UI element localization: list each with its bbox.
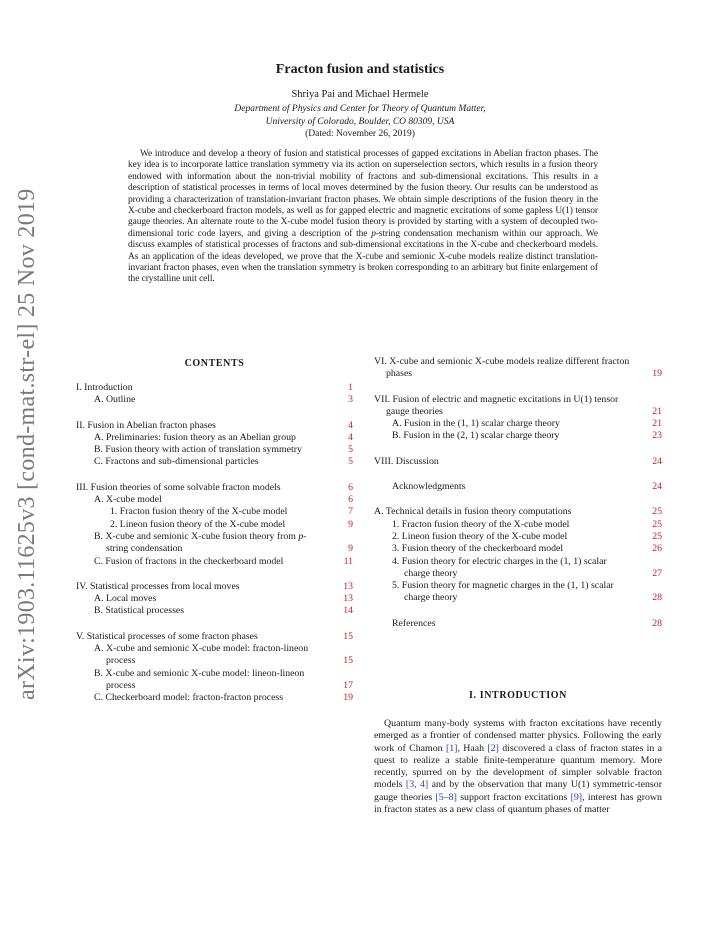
toc-entry-title: 3. Fusion theory of the checkerboard model — [392, 543, 564, 555]
abstract-p-italic: p — [371, 228, 376, 239]
toc-entry[interactable] — [76, 668, 353, 693]
toc-entry[interactable] — [76, 420, 353, 432]
toc-page-number[interactable]: 9 — [348, 543, 353, 555]
intro-text: , Haah — [457, 742, 488, 754]
toc-entry[interactable] — [76, 456, 353, 468]
toc-entry[interactable] — [374, 394, 662, 419]
toc-entry[interactable] — [374, 418, 662, 430]
toc-entry[interactable] — [76, 444, 353, 456]
intro-text: , interest has grown in fracton states as a new class of quantum phases of matter — [374, 791, 662, 816]
toc-entry[interactable] — [374, 556, 662, 581]
toc-entry-title: A. Technical details in fusion theory computations — [374, 506, 572, 518]
toc-page-number[interactable]: 25 — [652, 530, 662, 542]
toc-entry-title: Acknowledgments — [392, 481, 466, 493]
toc-entry[interactable] — [76, 531, 353, 556]
citation-link[interactable]: [2] — [487, 742, 499, 754]
toc-page-number[interactable]: 6 — [348, 481, 353, 493]
toc-page-number[interactable]: 11 — [343, 555, 353, 567]
abstract-text-1: We introduce and develop a theory of fusion and statistical processes of gapped excitations in Abelian fracton phases. The key idea is to incorporate lattice translation symmetry via its action on superselection sectors, which results in a fusion theory endowed with information about the non-trivial mobility of fractons and sub-dimensional excitations. This results in a description of statistical processes in terms of local moves determined by the fusion theory. Our results can be understood as providing a characterization of translation-invariant fracton phases. We obtain simple descriptions of the fusion theory in the X-cube and checkerboard fracton models, as well as for gapped electric and magnetic excitations of some gapless U(1) tensor gauge theories. An alternate route to the X-cube model fusion theory is provided by starting with a system of decoupled two-dimensional toric code layers, and giving a description of the — [128, 149, 598, 239]
toc-entry-title: 4. Fusion theory for electric charges in the (1, 1) scalar charge theory — [392, 555, 607, 579]
citation-link[interactable]: [3, 4] — [405, 779, 429, 791]
introduction-heading: I. INTRODUCTION — [469, 690, 567, 701]
contents-heading: CONTENTS — [184, 358, 245, 369]
intro-text: support fracton excitations — [456, 791, 571, 803]
toc-entry-title: A. Preliminaries: fusion theory as an Abelian group — [94, 431, 296, 443]
toc-entry-title: A. Outline — [94, 394, 136, 406]
toc-entry-title: B. Fusion theory with action of translation symmetry — [94, 444, 302, 456]
toc-entry-title: V. Statistical processes of some fracton phases — [76, 630, 258, 642]
abstract-text-2: -string condensation mechanism within our approach. We discuss examples of statistical processes of fractons and sub-dimensional excitations in the X-cube and checkerboard models. As an application of the ideas developed, we prove that the X-cube and semionic X-cube models realize distinct translation-invariant fracton phases, even when the translation symmetry is broken corresponding to an arbitrary but finite enlargement of the crystalline unit cell. — [128, 228, 599, 285]
toc-page-number[interactable]: 3 — [348, 394, 353, 406]
toc-page-number[interactable]: 15 — [343, 655, 353, 667]
toc-page-number[interactable]: 25 — [652, 506, 662, 518]
toc-entry[interactable] — [374, 506, 662, 518]
toc-entry[interactable] — [374, 618, 662, 630]
arxiv-identifier: arXiv:1903.11625v3 [cond-mat.str-el] 25 Nov 2019 — [14, 188, 40, 700]
toc-gap — [76, 407, 353, 420]
toc-entry-title: C. Fusion of fractons in the checkerboard model — [94, 555, 284, 567]
toc-entry-title: III. Fusion theories of some solvable fracton models — [76, 481, 281, 493]
citation-link[interactable]: [9] — [570, 791, 583, 803]
toc-entry[interactable] — [76, 631, 353, 643]
toc-entry-title: 2. Lineon fusion theory of the X-cube model — [392, 530, 568, 542]
toc-page-number[interactable]: 21 — [652, 418, 662, 430]
toc-entry[interactable] — [76, 382, 353, 394]
toc-page-number[interactable]: 27 — [652, 567, 662, 579]
toc-page-number[interactable]: 23 — [652, 430, 662, 442]
toc-entry-title: II. Fusion in Abelian fracton phases — [76, 419, 216, 431]
intro-text: Quantum many-body systems with fracton excitations have recently emerged as a frontier of condensed matter physics. Following the early work of Chamon — [374, 718, 662, 754]
abstract — [128, 149, 598, 286]
intro-text: discovered a class of fracton states in a quest to realize a stable finite-temperature quantum memory. More recently, spurred on by the development of simpler solvable fracton models — [374, 742, 663, 791]
toc-page-number[interactable]: 6 — [348, 494, 353, 506]
toc-gap — [374, 443, 662, 456]
paper-title: Fracton fusion and statistics — [275, 62, 445, 77]
toc-entry[interactable] — [374, 456, 662, 468]
toc-entry[interactable] — [76, 643, 353, 668]
toc-entry[interactable] — [76, 506, 353, 518]
toc-page-number[interactable]: 5 — [348, 444, 353, 456]
citation-link[interactable]: [5–8] — [435, 791, 457, 803]
toc-entry-title: 2. Lineon fusion theory of the X-cube model — [110, 518, 286, 530]
toc-entry-title: B. Statistical processes — [94, 605, 185, 617]
toc-page-number[interactable]: 4 — [348, 431, 353, 443]
toc-page-number[interactable]: 7 — [348, 506, 353, 518]
introduction-paragraph — [374, 718, 662, 816]
affiliation-line-2: University of Colorado, Boulder, CO 80309, USA — [265, 117, 455, 127]
toc-entry[interactable] — [374, 356, 662, 381]
toc-entry-title: I. Introduction — [76, 382, 133, 393]
intro-text: and by the observation that many U(1) symmetric-tensor gauge theories — [374, 779, 662, 803]
toc-page-number[interactable]: 15 — [343, 630, 353, 642]
toc-right-list — [374, 356, 662, 630]
toc-entry[interactable] — [76, 494, 353, 506]
toc-entry-title: A. X-cube model — [94, 494, 162, 506]
toc-entry-title: B. X-cube and semionic X-cube fusion theory from p-string condensation — [94, 530, 307, 555]
toc-page-number[interactable]: 24 — [652, 455, 662, 467]
toc-gap — [374, 493, 662, 506]
toc-entry-title: C. Checkerboard model: fracton-fracton process — [94, 692, 284, 704]
authors: Shriya Pai and Michael Hermele — [291, 89, 429, 100]
toc-page-number[interactable]: 9 — [348, 518, 353, 530]
toc-page-number[interactable]: 25 — [652, 518, 662, 530]
toc-page-number[interactable]: 19 — [343, 692, 353, 704]
toc-page-number[interactable]: 4 — [348, 419, 353, 431]
toc-entry-title: A. Local moves — [94, 593, 157, 605]
toc-page-number[interactable]: 17 — [343, 679, 353, 691]
toc-page-number[interactable]: 1 — [348, 382, 353, 393]
toc-entry[interactable] — [374, 543, 662, 555]
toc-entry-title: VII. Fusion of electric and magnetic excitations in U(1) tensor gauge theories — [374, 393, 619, 417]
toc-entry-title: B. Fusion in the (2, 1) scalar charge theory — [392, 430, 560, 442]
toc-entry[interactable] — [374, 531, 662, 543]
toc-page-number[interactable]: 14 — [343, 605, 353, 617]
toc-entry-title: VI. X-cube and semionic X-cube models realize different fracton phases — [374, 356, 630, 380]
toc-entry[interactable] — [374, 580, 662, 605]
toc-entry-title: VIII. Discussion — [374, 455, 439, 467]
toc-gap — [76, 568, 353, 581]
contents-left-column — [76, 358, 353, 705]
toc-entry[interactable] — [76, 581, 353, 593]
toc-page-number[interactable]: 21 — [652, 405, 662, 417]
toc-entry[interactable] — [76, 482, 353, 494]
toc-page-number[interactable]: 5 — [348, 456, 353, 468]
toc-entry[interactable] — [76, 432, 353, 444]
toc-page-number[interactable]: 28 — [652, 592, 662, 604]
toc-page-number[interactable]: 13 — [343, 580, 353, 592]
toc-entry-title: B. X-cube and semionic X-cube model: lineon-lineon process — [94, 667, 305, 691]
toc-entry-title: IV. Statistical processes from local moves — [76, 580, 240, 592]
toc-page-number[interactable]: 19 — [652, 368, 662, 380]
toc-page-number[interactable]: 24 — [652, 481, 662, 493]
toc-entry[interactable] — [374, 430, 662, 442]
affiliation-line-1: Department of Physics and Center for Theory of Quantum Matter, — [234, 104, 486, 114]
toc-entry[interactable] — [374, 519, 662, 531]
toc-entry[interactable] — [374, 481, 662, 493]
toc-page-number[interactable]: 28 — [652, 617, 662, 629]
contents-right-column — [374, 356, 662, 630]
toc-entry-title: 5. Fusion theory for magnetic charges in the (1, 1) scalar charge theory — [392, 580, 614, 604]
citation-link[interactable]: [1] — [445, 742, 458, 754]
toc-entry[interactable] — [76, 593, 353, 605]
toc-gap — [76, 469, 353, 482]
toc-entry[interactable] — [76, 519, 353, 531]
toc-entry-title: 1. Fracton fusion theory of the X-cube model — [392, 518, 570, 530]
toc-left-list — [76, 382, 353, 705]
toc-entry-title: 1. Fracton fusion theory of the X-cube model — [110, 506, 288, 518]
toc-entry-title: A. Fusion in the (1, 1) scalar charge theory — [392, 418, 560, 430]
toc-entry[interactable] — [76, 394, 353, 406]
toc-entry[interactable] — [76, 692, 353, 704]
toc-entry[interactable] — [76, 605, 353, 617]
toc-gap — [76, 618, 353, 631]
dated-line: (Dated: November 26, 2019) — [305, 129, 415, 139]
toc-entry[interactable] — [76, 556, 353, 568]
toc-page-number[interactable]: 26 — [652, 543, 662, 555]
toc-gap — [374, 605, 662, 618]
toc-gap — [374, 468, 662, 481]
toc-page-number[interactable]: 13 — [343, 593, 353, 605]
toc-entry-title: C. Fractons and sub-dimensional particles — [94, 456, 259, 468]
toc-gap — [374, 381, 662, 394]
toc-entry-title: A. X-cube and semionic X-cube model: fracton-lineon process — [94, 643, 309, 667]
toc-entry-title: References — [392, 617, 436, 629]
